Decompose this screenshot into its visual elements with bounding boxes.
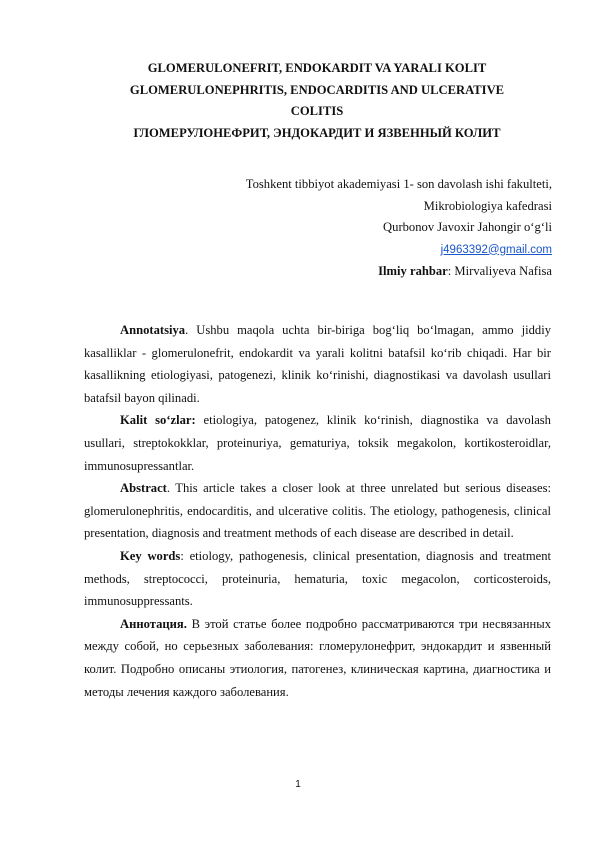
- supervisor: [246, 261, 552, 283]
- supervisor-label: Ilmiy rahbar: [378, 264, 448, 278]
- annotation-uz-label: Annotatsiya: [120, 323, 186, 337]
- keywords-en-paragraph: [84, 545, 551, 613]
- abstract-en-paragraph: [84, 477, 551, 545]
- title-uzbek: GLOMERULONEFRIT, ENDOKARDIT VA YARALI KOLIT: [147, 61, 487, 75]
- article-title: [84, 58, 550, 144]
- annotation-ru-paragraph: [84, 613, 551, 703]
- author-email-link[interactable]: j4963392@gmail.com: [440, 243, 552, 256]
- page-number: 1: [295, 779, 301, 790]
- title-english-cont: COLITIS: [290, 104, 344, 118]
- annotation-uz-text: . Ushbu maqola uchta bir-biriga bog‘liq bo‘lmagan, ammo jiddiy kasalliklar - glomerulonefrit, endokardit va yarali kolitni batafsil ko‘rib chiqadi. Har bir kasallikning etiologiyasi, patogenezi, klinik ko‘rinishi, diagnostikasi va davolash usullari batafsil bayon qilinadi.: [84, 323, 551, 405]
- keywords-uz-paragraph: [84, 409, 551, 477]
- department: Mikrobiologiya kafedrasi: [423, 198, 552, 213]
- institution: Toshkent tibbiyot akademiyasi 1- son davolash ishi fakulteti,: [245, 177, 552, 191]
- author-name: Qurbonov Javoxir Jahongir o‘g‘li: [383, 220, 552, 234]
- annotation-ru-text: В этой статье более подробно рассматриваются три несвязанных между собой, но серьезных заболевания: гломерулонефрит, эндокардит и язвенный колит. Подробно описаны этиология, патогенез, клиническая картина, диагностика и методы лечения каждого заболевания.: [84, 616, 551, 699]
- keywords-en-text: : etiology, pathogenesis, clinical presentation, diagnosis and treatment methods, streptococci, proteinuria, hematuria, toxic megacolon, corticosteroids, immunosuppressants.: [84, 548, 551, 609]
- keywords-en-label: Key words: [120, 548, 181, 563]
- title-russian: ГЛОМЕРУЛОНЕФРИТ, ЭНДОКАРДИТ И ЯЗВЕННЫЙ КОЛИТ: [133, 125, 501, 140]
- annotation-uz-paragraph: [84, 319, 551, 409]
- abstract-en-text: . This article takes a closer look at three unrelated but serious diseases: glomerulonephritis, endocarditis, and ulcerative colitis. The etiology, pathogenesis, clinical presentation, diagnosis and treatment methods of each disease are described in detail.: [84, 481, 551, 541]
- author-block: [246, 174, 552, 283]
- abstract-body: [84, 319, 551, 703]
- supervisor-name: : Mirvaliyeva Nafisa: [447, 264, 552, 278]
- annotation-ru-label: Аннотация.: [120, 616, 187, 631]
- abstract-en-label: Abstract: [120, 481, 167, 496]
- keywords-uz-text: etiologiya, patogenez, klinik ko‘rinish, diagnostika va davolash usullari, streptokokklar, proteinuriya, gematuriya, toksik megakolon, kortikosteroidlar, immunosupressantlar.: [84, 413, 551, 473]
- keywords-uz-label: Kalit so‘zlar:: [120, 413, 196, 428]
- title-english: GLOMERULONEPHRITIS, ENDOCARDITIS AND ULCERATIVE: [129, 82, 505, 97]
